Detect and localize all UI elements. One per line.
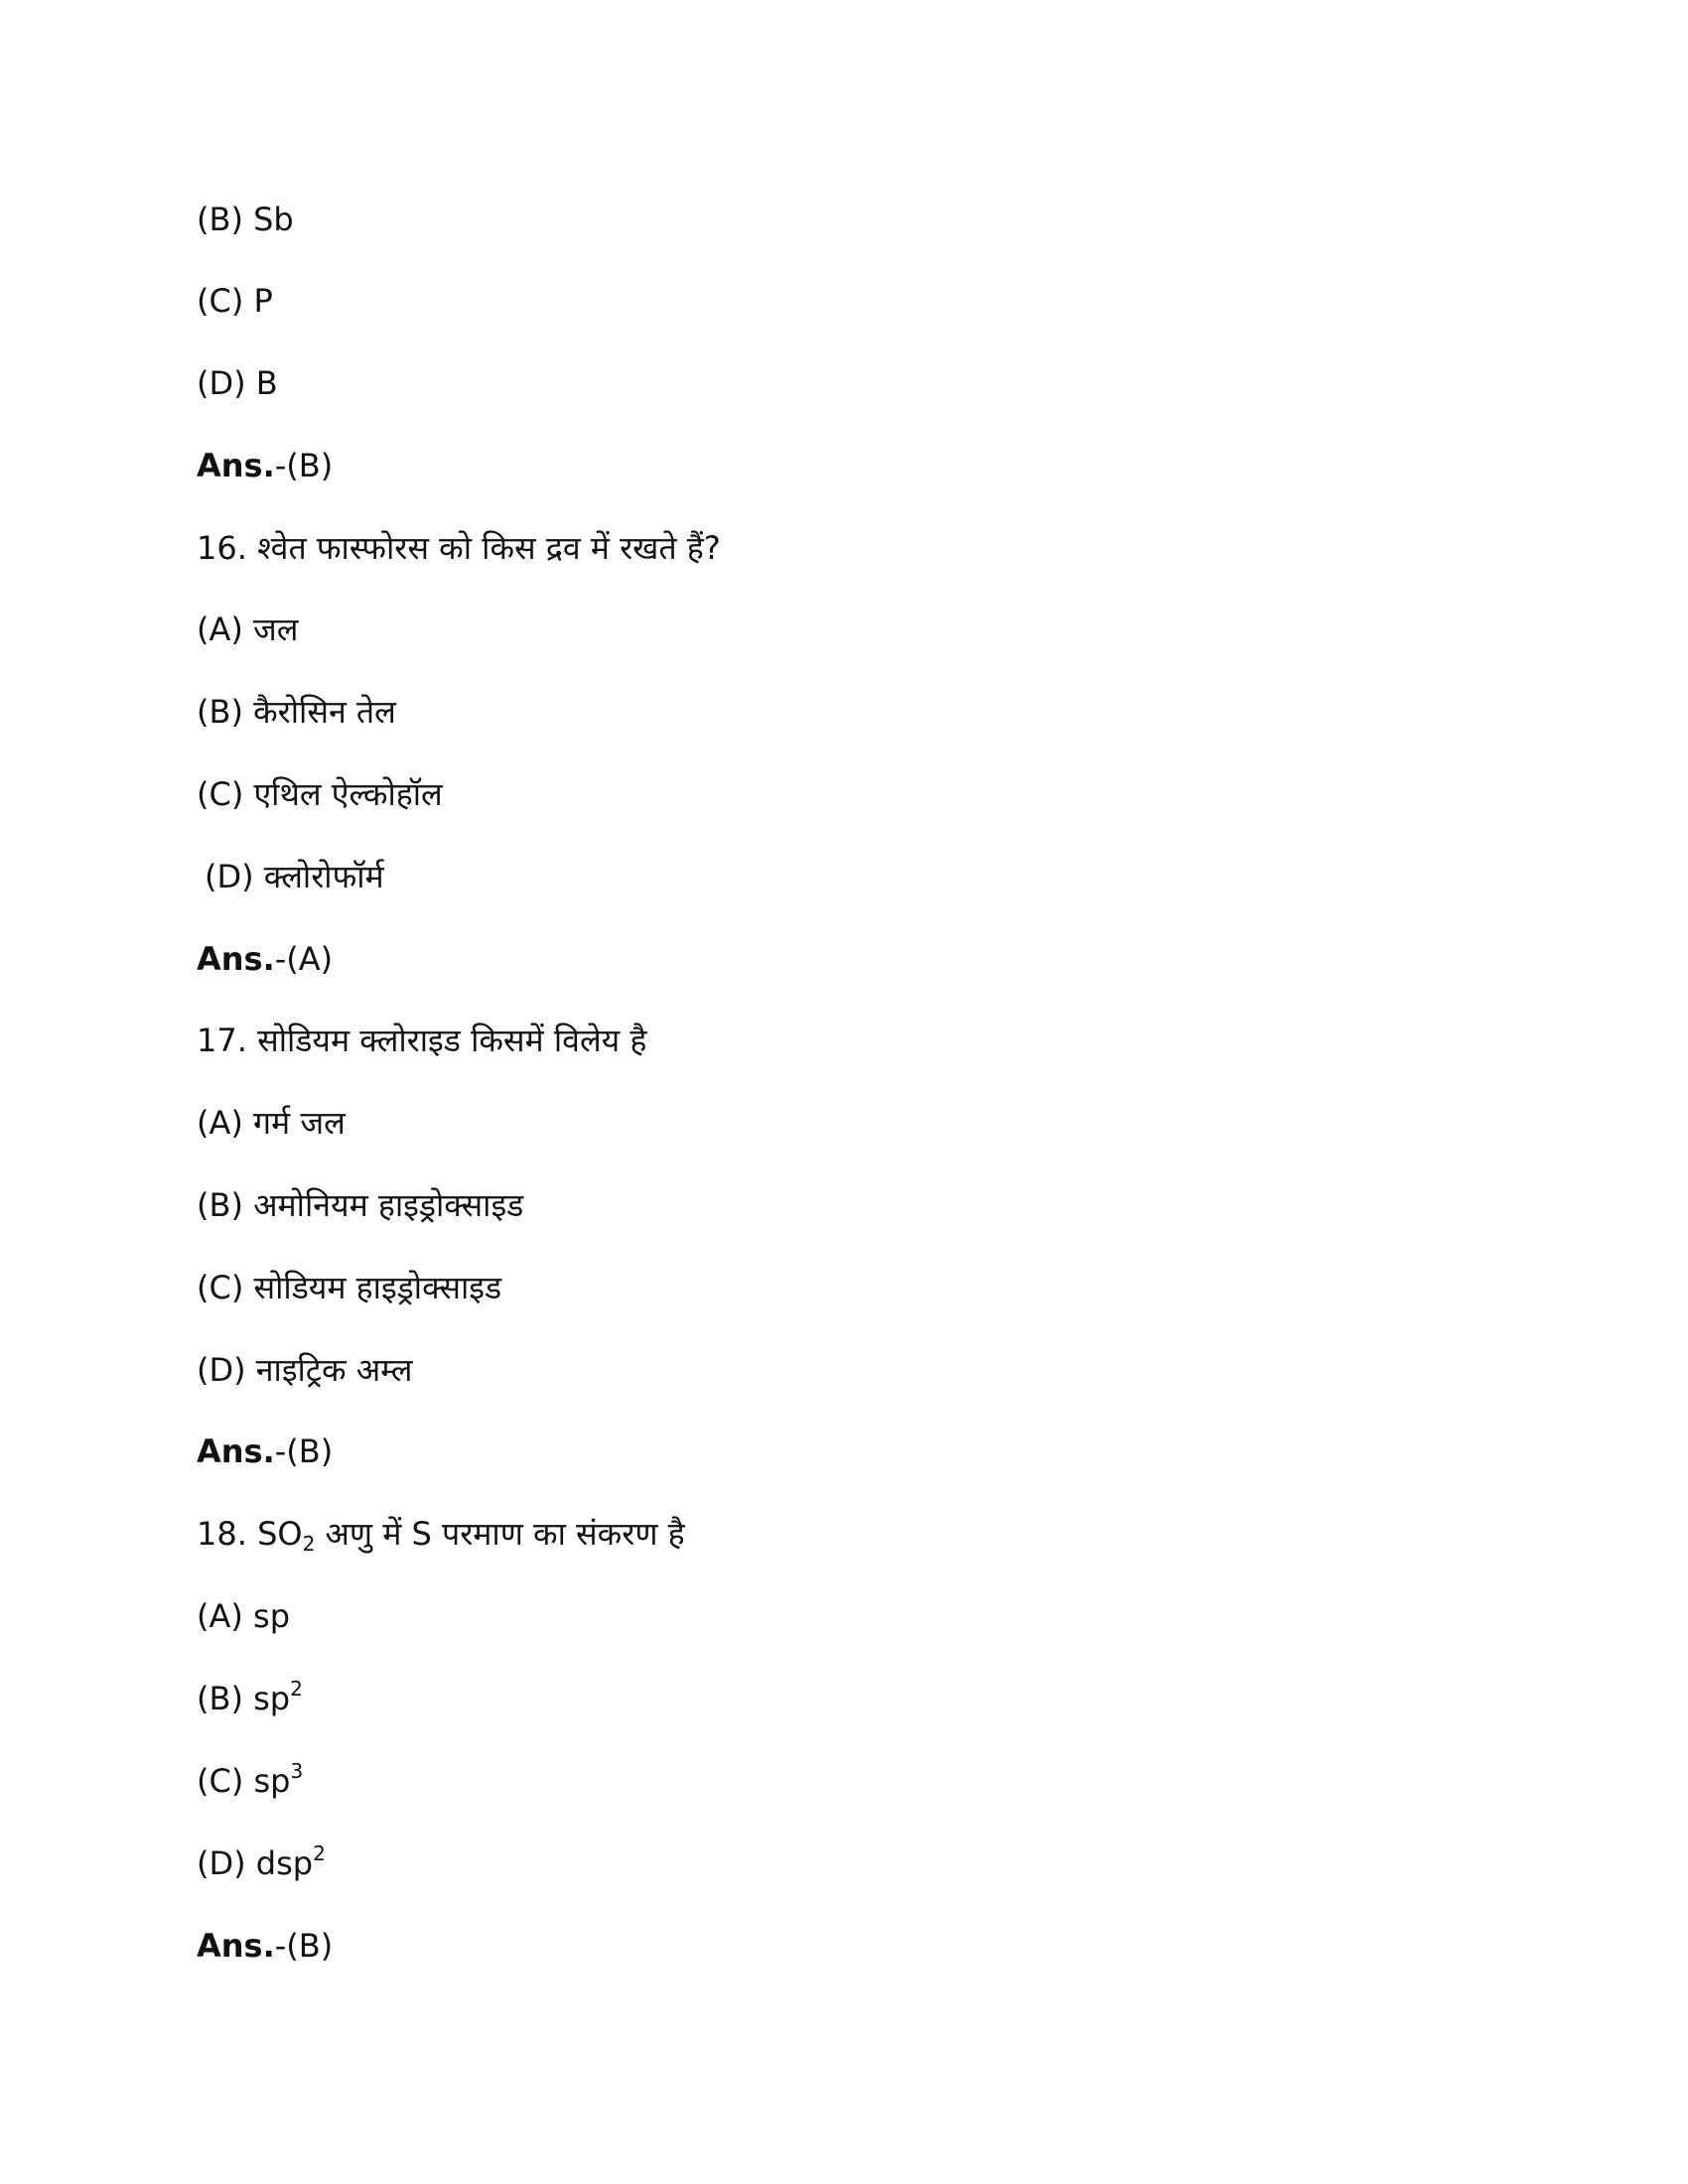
option-c <box>197 1761 303 1801</box>
option-text: गर्म जल <box>253 1104 346 1142</box>
option-base: dsp <box>255 1844 314 1882</box>
option-base: sp <box>253 1680 291 1717</box>
option-d <box>197 363 278 403</box>
option-letter: (B) <box>197 1680 243 1717</box>
option-superscript: 3 <box>290 1759 304 1783</box>
answer-value: -(B) <box>274 1433 334 1470</box>
option-text: B <box>255 364 278 402</box>
option-letter: (A) <box>197 611 243 648</box>
question-number: 16. <box>197 529 247 567</box>
answer-label: Ans. <box>197 1433 275 1470</box>
option-a <box>197 610 298 649</box>
option-text <box>253 1759 304 1800</box>
option-text: एथिल ऐल्कोहॉल <box>253 775 443 813</box>
option-base: sp <box>253 1597 291 1635</box>
option-superscript: 2 <box>290 1677 303 1701</box>
answer-value: -(A) <box>274 940 334 978</box>
formula-subscript: 2 <box>302 1532 316 1556</box>
option-a <box>197 1103 346 1143</box>
option-text: कैरोसिन तेल <box>253 693 396 731</box>
question-number: 18. <box>197 1515 247 1553</box>
option-text: क्लोरोफॉर्म <box>263 858 384 895</box>
option-superscript: 2 <box>313 1842 326 1865</box>
answer-value: -(B) <box>274 1927 334 1965</box>
question-text: श्वेत फास्फोरस को किस द्रव में रखते हैं? <box>257 529 721 567</box>
question-18 <box>197 1514 685 1554</box>
answer-label: Ans. <box>197 940 275 978</box>
answer-label: Ans. <box>197 447 275 484</box>
option-letter: (D) <box>197 1844 246 1882</box>
option-letter: (B) <box>197 1186 243 1224</box>
option-text: सोडियम हाइड्रोक्साइड <box>253 1269 502 1306</box>
option-text: अमोनियम हाइड्रोक्साइड <box>253 1186 524 1224</box>
option-letter: (D) <box>197 1351 246 1389</box>
question-16 <box>197 528 721 568</box>
option-letter: (B) <box>197 201 243 238</box>
answer-line <box>197 939 333 979</box>
option-b <box>197 200 294 239</box>
option-letter: (A) <box>197 1104 243 1142</box>
option-text: P <box>253 282 273 320</box>
question-text: सोडियम क्लोराइड किसमें विलेय है <box>257 1022 647 1059</box>
option-text <box>253 1677 303 1717</box>
question-17 <box>197 1021 646 1060</box>
option-d <box>197 1843 326 1883</box>
option-letter: (D) <box>205 858 254 895</box>
answer-line <box>197 446 333 485</box>
option-text: नाइट्रिक अम्ल <box>255 1351 413 1389</box>
option-b <box>197 692 396 732</box>
question-text: अणु में S परमाण का संकरण है <box>325 1515 685 1553</box>
formula-base: SO <box>257 1515 303 1553</box>
answer-value: -(B) <box>274 447 334 484</box>
option-text <box>256 1844 326 1882</box>
option-c <box>197 281 273 321</box>
option-d <box>197 1350 412 1390</box>
option-a <box>197 1596 290 1636</box>
option-base: sp <box>253 1762 291 1800</box>
option-text: जल <box>253 611 299 648</box>
formula <box>257 1515 316 1556</box>
option-text <box>253 1597 290 1635</box>
question-number: 17. <box>197 1022 247 1059</box>
option-letter: (D) <box>197 364 246 402</box>
option-letter: (A) <box>197 1597 243 1635</box>
answer-line <box>197 1926 333 1966</box>
option-b <box>197 1679 303 1718</box>
answer-label: Ans. <box>197 1927 275 1965</box>
option-letter: (C) <box>197 1762 244 1800</box>
answer-line <box>197 1432 333 1471</box>
option-letter: (C) <box>197 1269 244 1306</box>
option-c <box>197 774 443 814</box>
option-text: Sb <box>253 201 294 238</box>
option-letter: (B) <box>197 693 243 731</box>
option-c <box>197 1268 501 1307</box>
option-d <box>205 857 384 896</box>
option-letter: (C) <box>197 282 244 320</box>
option-letter: (C) <box>197 775 244 813</box>
option-b <box>197 1185 523 1225</box>
